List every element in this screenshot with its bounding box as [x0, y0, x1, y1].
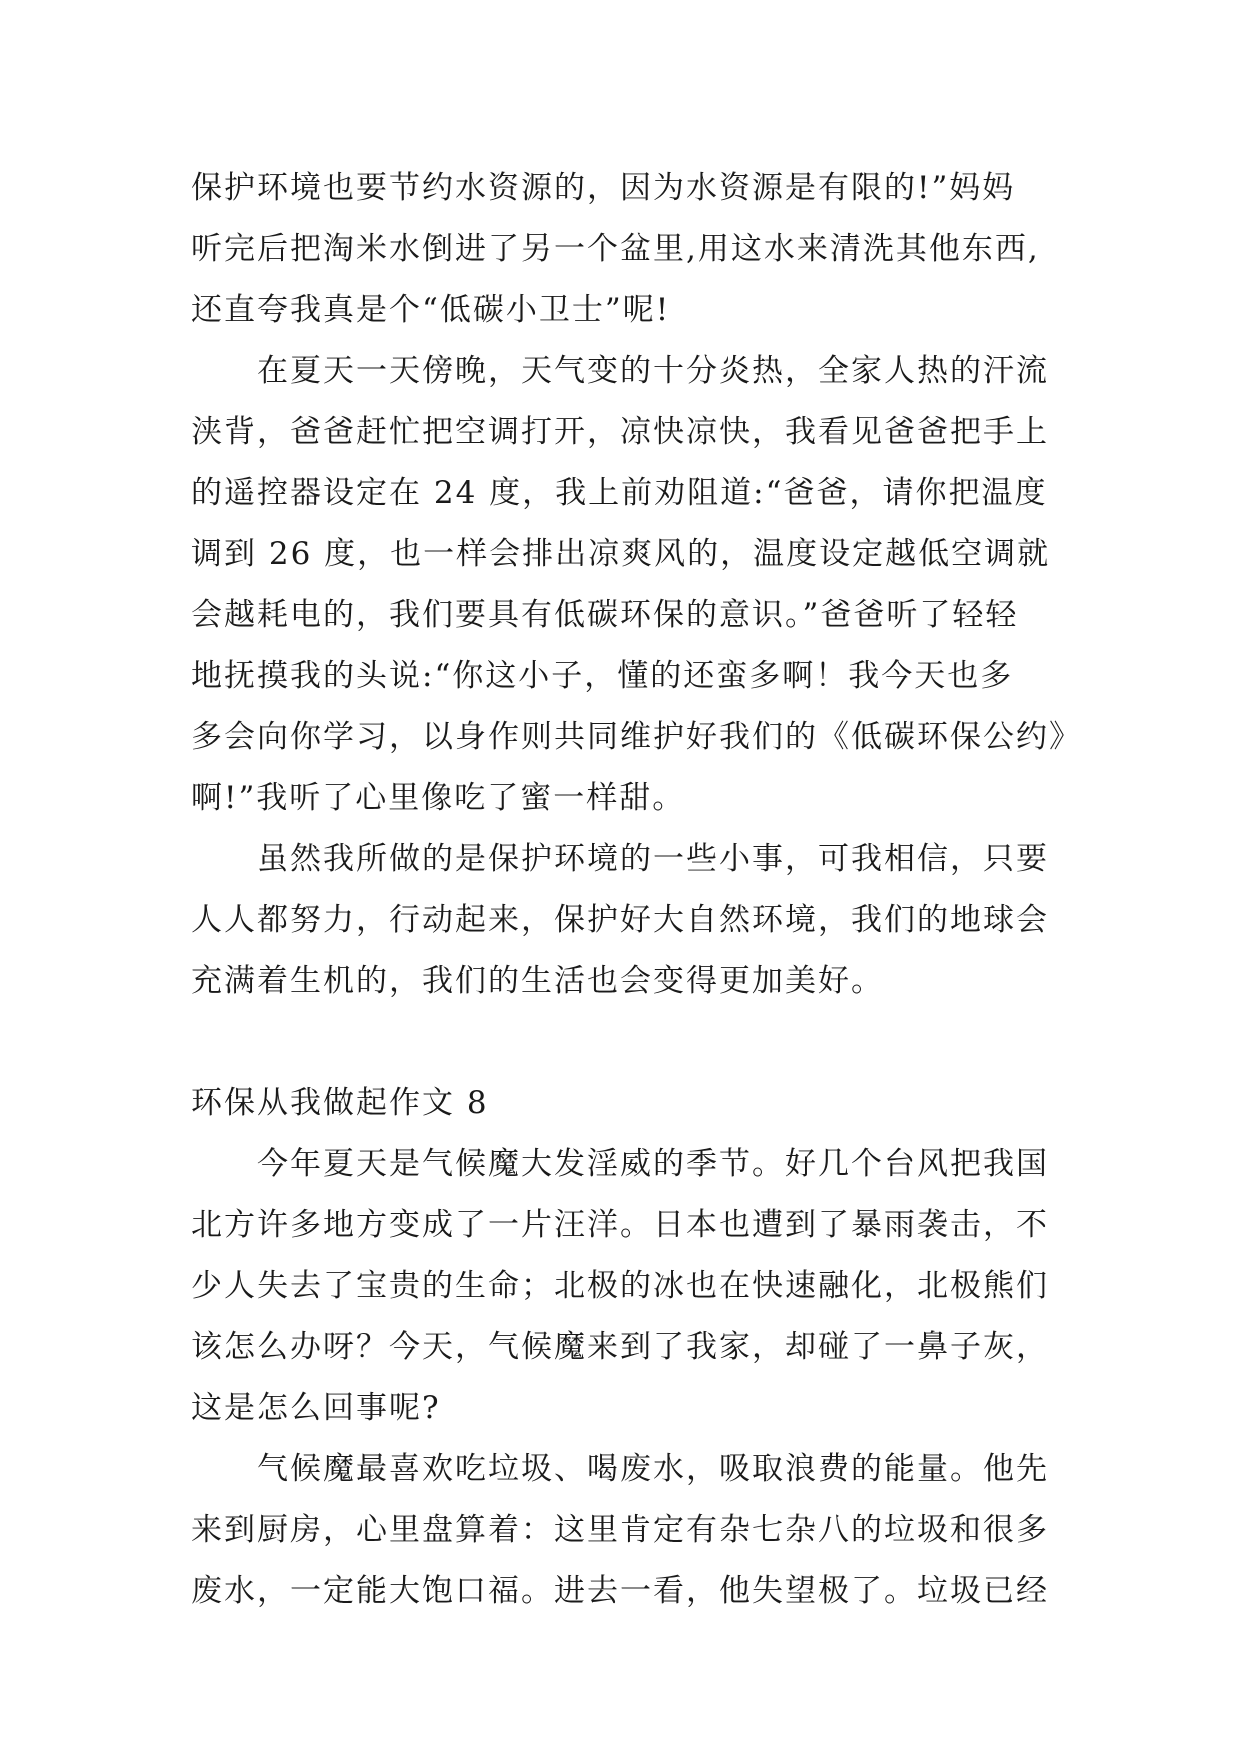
text-line: 来到厨房，心里盘算着：这里肯定有杂七杂八的垃圾和很多 — [191, 1512, 1049, 1548]
text-line: 多会向你学习，以身作则共同维护好我们的《低碳环保公约》 — [191, 719, 1082, 755]
paragraph — [191, 1439, 1061, 1622]
text-line: 该怎么办呀？今天，气候魔来到了我家，却碰了一鼻子灰， — [191, 1329, 1049, 1365]
text-line: 废水，一定能大饱口福。进去一看，他失望极了。垃圾已经 — [191, 1573, 1049, 1609]
text-line: 少人失去了宝贵的生命；北极的冰也在快速融化，北极熊们 — [191, 1268, 1049, 1304]
paragraph — [191, 341, 1082, 829]
text-line: 还直夸我真是个“低碳小卫士”呢! — [191, 292, 671, 328]
paragraph — [191, 158, 1061, 341]
text-line: 调到 26 度，也一样会排出凉爽风的，温度设定越低空调就 — [191, 536, 1051, 572]
text-line: 人人都努力，行动起来，保护好大自然环境，我们的地球会 — [191, 902, 1049, 938]
text-line: 虽然我所做的是保护环境的一些小事，可我相信，只要 — [257, 841, 1049, 877]
text-line: 啊!”我听了心里像吃了蜜一样甜。 — [191, 780, 686, 816]
text-line: 今年夏天是气候魔大发淫威的季节。好几个台风把我国 — [257, 1146, 1049, 1182]
text-line: 气候魔最喜欢吃垃圾、喝废水，吸取浪费的能量。他先 — [257, 1451, 1049, 1487]
text-line: 浃背，爸爸赶忙把空调打开，凉快凉快，我看见爸爸把手上 — [191, 414, 1049, 450]
section-heading: 环保从我做起作文 8 — [191, 1085, 489, 1121]
paragraph — [191, 829, 1061, 1012]
text-line: 地抚摸我的头说:“你这小子，懂的还蛮多啊！我今天也多 — [191, 658, 1014, 694]
text-line: 保护环境也要节约水资源的，因为水资源是有限的!”妈妈 — [191, 170, 1016, 206]
text-line: 会越耗电的，我们要具有低碳环保的意识。”爸爸听了轻轻 — [191, 597, 1019, 633]
paragraph — [191, 1134, 1061, 1439]
text-line: 的遥控器设定在 24 度，我上前劝阻道:“爸爸，请你把温度 — [191, 475, 1048, 511]
document-body — [191, 158, 1082, 1622]
text-line: 听完后把淘米水倒进了另一个盆里,用这水来清洗其他东西, — [191, 231, 1040, 267]
text-line: 在夏天一天傍晚，天气变的十分炎热，全家人热的汗流 — [257, 353, 1049, 389]
text-line: 北方许多地方变成了一片汪洋。日本也遭到了暴雨袭击，不 — [191, 1207, 1049, 1243]
text-line: 这是怎么回事呢? — [191, 1390, 441, 1426]
text-line: 充满着生机的，我们的生活也会变得更加美好。 — [191, 963, 884, 999]
blank-line — [191, 1012, 1061, 1073]
